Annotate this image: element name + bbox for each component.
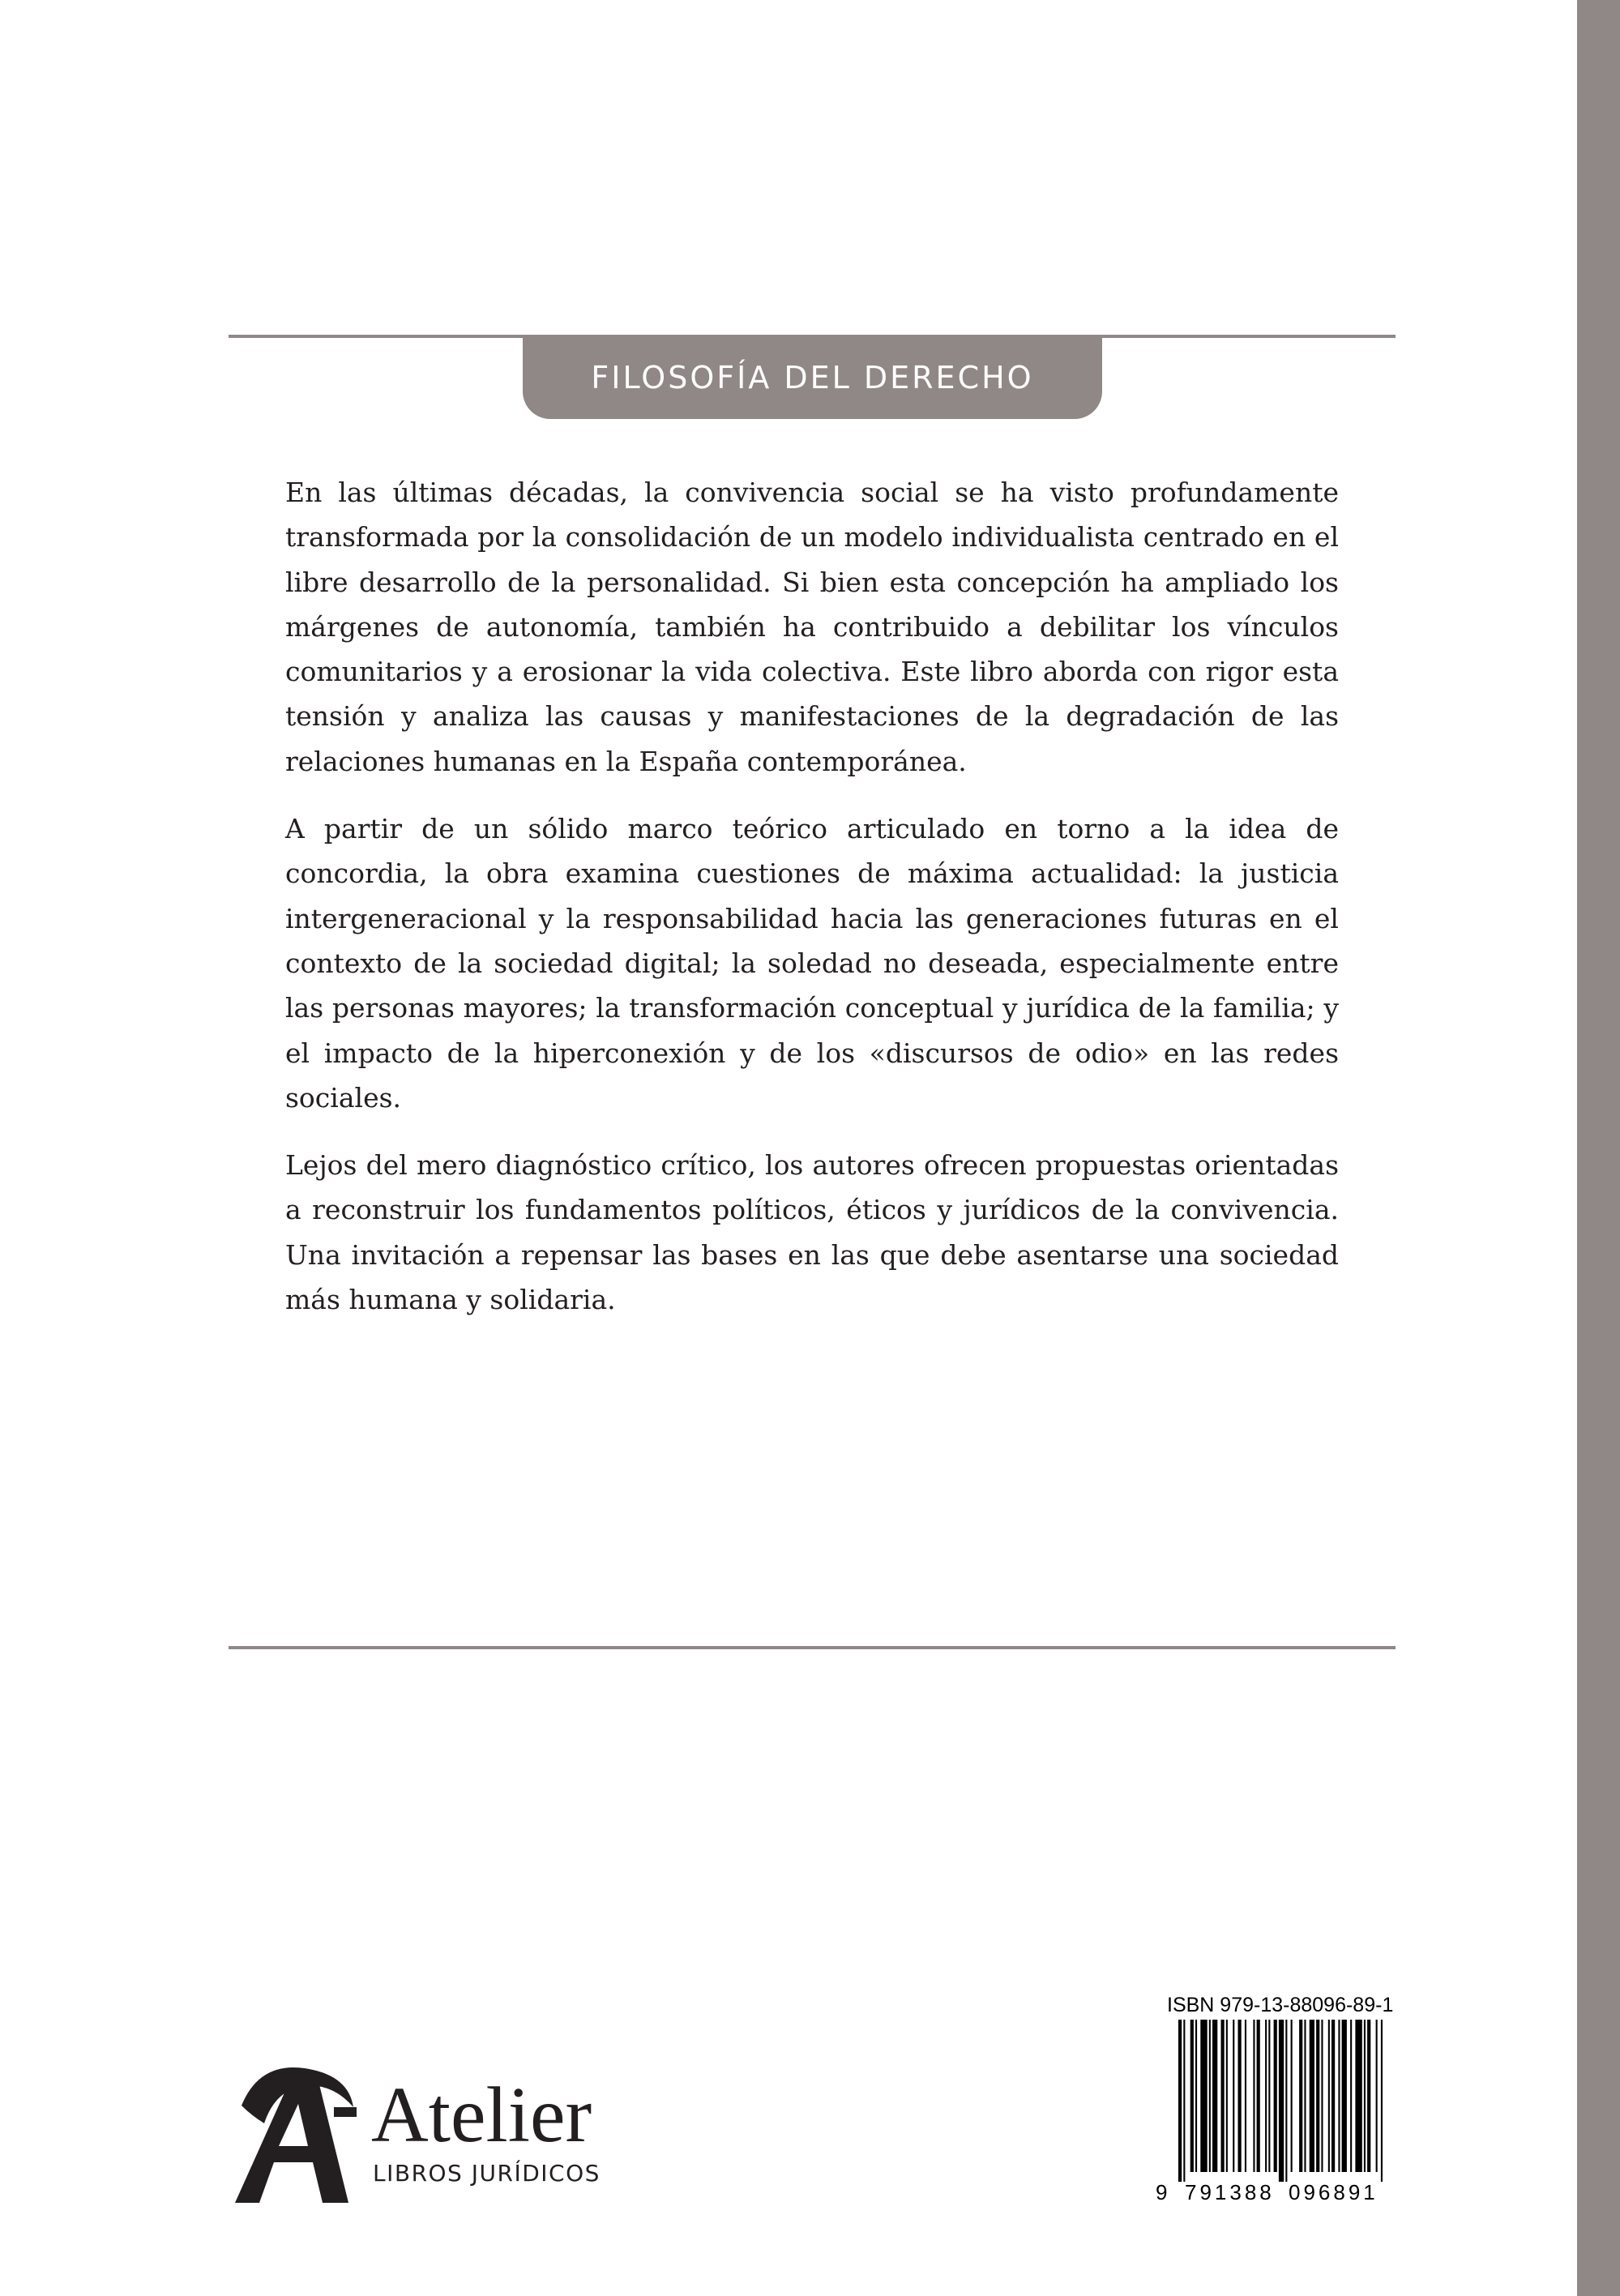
barcode-bar — [1200, 2020, 1207, 2172]
barcode-bar — [1253, 2020, 1255, 2172]
barcode-bar — [1342, 2020, 1347, 2172]
barcode-bar — [1257, 2020, 1260, 2172]
book-spine-band — [1577, 0, 1620, 2296]
synopsis — [285, 470, 1339, 1345]
isbn-barcode — [1151, 2020, 1394, 2204]
barcode-digit-lead: 9 — [1156, 2180, 1168, 2204]
barcode-bar — [1316, 2020, 1319, 2172]
barcode-bar — [1328, 2020, 1330, 2172]
synopsis-paragraph-3: Lejos del mero diagnóstico crítico, los autores ofrecen propuestas orientadas a reconstruir los fundamentos políticos, éticos y jurídicos de la convivencia. Una invitación a repensar las bases en las que debe asentarse una sociedad más humana y solidaria. — [285, 1149, 1339, 1316]
barcode-bar — [1355, 2020, 1361, 2172]
barcode-bar — [1299, 2020, 1302, 2172]
category-tab — [523, 336, 1102, 419]
barcode-bar — [1291, 2020, 1293, 2172]
barcode-bar — [1209, 2020, 1211, 2172]
barcode-bar — [1212, 2020, 1217, 2172]
publisher-logo — [227, 2059, 601, 2204]
publisher-tagline: LIBROS JURÍDICOS — [373, 2160, 601, 2187]
barcode-bar — [1233, 2020, 1234, 2172]
synopsis-paragraph-2: A partir de un sólido marco teórico articulado en torno a la idea de concordia, la obra examina cuestiones de máxima actualidad: la justicia intergeneracional y la responsabilidad hacia las generaciones futuras en el contexto de la sociedad digital; la soledad no deseada, especialmente entre las personas mayores; la transformación conceptual y jurídica de la familia; y el impacto de la hiperconexión y de los «discursos de odio» en las redes sociales. — [285, 813, 1339, 1114]
barcode-bar — [1381, 2020, 1383, 2182]
category-label: FILOSOFÍA DEL DERECHO — [591, 360, 1034, 395]
publisher-name: Atelier — [371, 2072, 592, 2159]
barcode-bar — [1274, 2020, 1277, 2172]
isbn-barcode-block — [1151, 1994, 1394, 2204]
bottom-divider — [229, 1646, 1396, 1649]
barcode-bar — [1367, 2020, 1370, 2172]
barcode-bar — [1279, 2020, 1284, 2182]
isbn-label: ISBN 979-13-88096-89-1 — [1167, 1994, 1394, 2016]
barcode-bar — [1178, 2020, 1182, 2182]
barcode-bar — [1350, 2020, 1352, 2172]
barcode-bar — [1376, 2020, 1378, 2172]
barcode-bar — [1265, 2020, 1267, 2172]
barcode-bar — [1285, 2020, 1287, 2182]
barcode-bar — [1268, 2020, 1270, 2172]
barcode-bar — [1304, 2020, 1306, 2172]
barcode-digits-left: 791388 — [1185, 2180, 1275, 2204]
barcode-digits-right: 096891 — [1289, 2180, 1378, 2204]
barcode-bar — [1221, 2020, 1225, 2172]
atelier-a-monogram-icon — [227, 2059, 361, 2204]
barcode-bar — [1331, 2020, 1335, 2172]
barcode-bar — [1310, 2020, 1314, 2172]
barcode-bar — [1364, 2020, 1366, 2172]
barcode-bar — [1195, 2020, 1197, 2172]
barcode-bar — [1190, 2020, 1194, 2172]
barcode-bar — [1245, 2020, 1246, 2172]
synopsis-paragraph-1: En las últimas décadas, la convivencia social se ha visto profundamente transformada por la consolidación de un modelo individualista centrado en el libre desarrollo de la personalidad. Si bien esta concepción ha ampliado los márgenes de autonomía, también ha contribuido a debilitar los vínculos comunitarios y a erosionar la vida colectiva. Este libro aborda con rigor esta tensión y analiza las causas y manifestaciones de la degradación de las relaciones humanas en la España contemporánea. — [285, 477, 1339, 777]
barcode-bar — [1338, 2020, 1340, 2172]
barcode-bar — [1321, 2020, 1323, 2172]
barcode-bar — [1226, 2020, 1228, 2172]
barcode-bar — [1183, 2020, 1185, 2182]
barcode-bar — [1238, 2020, 1242, 2172]
